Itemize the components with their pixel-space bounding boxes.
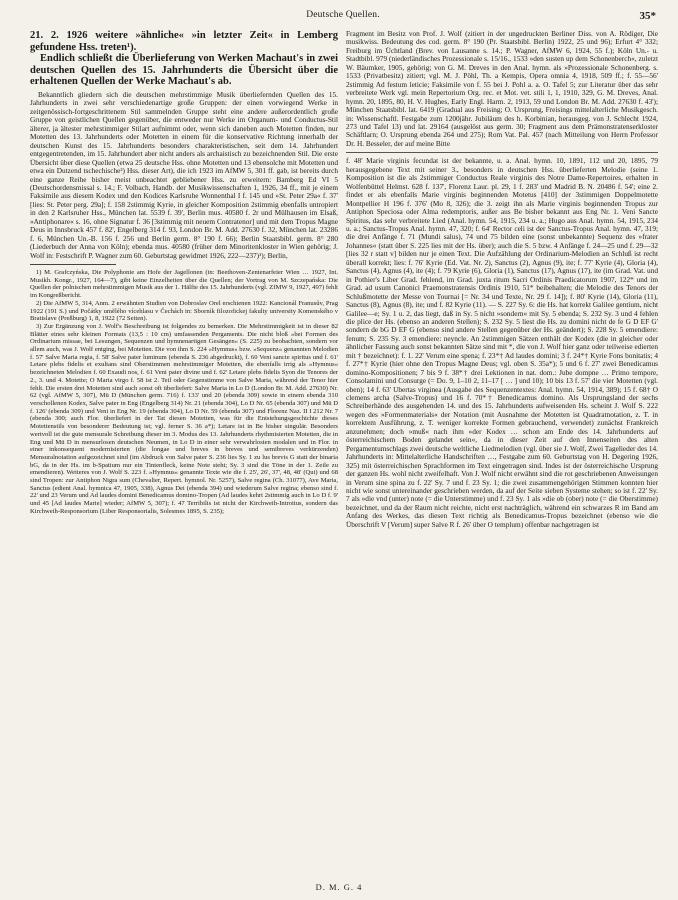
running-title: Deutsche Quellen.: [306, 10, 380, 20]
signature-mark: D. M. G. 4: [315, 882, 363, 892]
right-footnote-continuation: f. 48' Marie virginis fecundat ist der bekannte, u. a. Anal. hymn. 10, 1891, 112 und 20, 1895, 79 herausgegebene Text mit seiner 3., besonders in deutschen Hss. überlieferten Melodie (seine 1. Komposition ist die als 2stimmiger Conductus Reale virginis des Notre Dame-Repertoires, erhalten in Wolfenbüttel Helmst. 628 f. 137', Florenz Laur. pl. 29, 1 f. 283' und Madrid B. N. 20486 f. 54'; eine 2. findet er als ebenfalls Marie virginis beginnenden Motetus [410] der 3stimmigen Doppelmotette Montpellier H 196 f. 376' (Mo 8, 326); die 3. zeigt ihn als Marie virginis beginnenden Tropus zur Antiphon Speciosa oder Alma redemptoris, außer aus Be bisher bekannt aus Eng Nr. 1. Veni Sancte Spiritus, das sehr verbreitete Lied (Anal. hymn. 54, 1915, 234 u. a.; Hugo aus Anal. hymn. 54, 1915, 234 u. a.; Sanctus-Tropus Anal. hymn. 47, 320; f. 64' Rector celi ist der Sanctus-Tropus Anal. hymn. 47, 319; die drei Anfänge f. 71 (Mundi salus), 74 und 75 bilden eine (sonst unbekannte) Sequenz des »frater Johannes« (statt über S. 225 lies mit der Hs. über); auch die S. 5 bzw. 4 Anfänge f. 24—25 und f. 29—32 [lies 32 r statt v] bilden nur je einen Text. Die Aufzählung der Ordinarium-Melodien an Schluß ist recht überall korrekt; lies: f. 76' Kyrie (Ed. Vat. Nr. 2), Sanctus (2), Agnus (9), ite; f. 77' Kyrie (4), Gloria (4), Sanctus (4), Agnus (4), ite (4); f. 79 Kyrie (6), Gloria (1), Sanctus (17), Agnus (17), ite (im Grad. Vat. und in Pothier's Liber Grad. fehlend, im Grad. juxta ritum Sacri Ordinis Praedicatorum 1907, 122* und im Grad. ad usum Canonici Praemonstratensis Ordinis 1910, 51* beibehalten; die Melodie des Tenors der Schlußmotette der Messe von Tournai [= Nr. 34 und Texte, Nr. 29 f. 14]); f. 80' Kyrie (14), Gloria (11), Sanctus (8), Agnus (8), ite; und f. 82 Kyrie (11). — S. 227 Sy. 6: die Hs. hat korrekt Galilee gentium, nicht Galilee—e; Sy. 1 u. 2, das liegt, daß in Sy. 5 nicht »sondern« mit Sy. 5 ebenda; S. 232 Sy. 3 und 4 fehlen die plice der Hs. (ebenso an anderen Stellen); S. 232 Sy. 5 liest die Hs. zu domini nicht de fe G D EF G' sondern de bG D EF G (ebenso sind andere Stellen gegenüber der Hs. geändert); S. 228 Sy. 5 emendiere: fenum; S. 235 Sy. 3 emendiere: neyncle. An 2stimmigen Sätzen enthält der Kodex (die in gleicher oder ähnlicher Fassung auch sonst bekannten Sätze sind mit *, die von J. Wolf hier ganz oder teilweise edierten mit † bezeichnet): f. 1. 22' Verum eine spena; f. 23*† Ad laudes domini; 3 f. 24*† Kyrie Fons bonitatis; 4 f. 27*† Kyrie (hier ohne den Tropus Magne Deus; vgl. oben S. 35a*); 5 und 6 f. 27' zwei Benedicamus domino-Kompositionen; 7 bis 9 f. 38*† drei Lektionen in nat. dom.: Jube dompne … Primo tempore, Consolamini und Consurge (= Do. 9, 1–10 2, 11–17 [ … ] und 10); 10 bis 13 f. 57' die vier Motetten (vgl. oben); 14 f. 63' Ubertas virginea (Ausgabe des Sequenzentextes: Anal. hymn. 54, 1914, 389); 15 f. 68† O clemens archa (Salve-Tropus) und 16 f. 70*† Benedicamus domino. Als Ursprungsland der sechs Schreiberhände des ausgehenden 14. und des 15. Jahrhunderts aufweisenden Hs. scheint J. Wolf S. 222 wegen des »Formenmaterials« der Notation (mit Ausnahme der Motetten ist Quadratnotation, z. T. in korrektem Ausführung, z. T. weniger korrekte Formen gebrauchend, verwendet) zunächst Frankreich anzunehmen; doch »muß« nach ihm »der Kodex … schon am Ende des 14. Jahrhunderts auf österreichischem Boden gelandet sein«, da in dieser Zeit auf den Innenseiten des alten Pergamentumschlags zwei deutsche weltliche Liedmelodien (vgl. über sie J. Wolf, Zwei Tagelieder des 14. Jahrhunderts in: Mittelalterliche Handschriften …, Festgabe zum 60. Geburtstag von H. Degering 1926, 325) mit österreichischen Sprachformen im Text eingetragen sind. Indes ist der österreichische Ursprung der ganzen Hs. wohl nicht zweifelhaft. Von J. Wolf nicht erwähnt sind die rot geschriebenen Anweisungen in Verum sine spina zu f. 22' Sy. 7 und f. 23 Sy. 1; die zwei zusammengehörigen Stimmen konnten hier nicht wie sonst untereinander geschrieben werden, da auf der Seite sieben Systeme stehen; so ist f. 22' Sy. 7 als »die vnd (unter) note (= die Unterstimme) und f. 23 Sy. 1 als »die ob (ober) note (= die Oberstimme) bezeichnet, und da der Raum nicht reichte, nicht erst nachträglich, während ein schwarzes R im Band am Anfang des Werkes, das diesen Text richtig als Benedicamus-Tropus bezeichnet (ebenso wie die Überschrift V [Verum] super Salve R f. 26' über O templum) offenbar nachgetragen ist: [346, 156, 658, 529]
body-paragraph: Bekanntlich gliedern sich die deutschen mehrstimmige Musik überliefernden Quellen des 15. Jahrhunderts in zwei sehr verschiedenartige große Gruppen: der einen vorwiegend Werke in zeitgenössisch-fortgeschrittenem Stil sammelnden Gruppe steht eine andere außerordentlich große Gruppe von geistlichen Quellen gegenüber, die entweder nur Werke im Organum- und Conductus-Stil älterer, ja ältester mehrstimmiger Stilart aufnimmt oder, wenn sich daneben auch Motetten finden, nur Motetten des 13. Jahrhunderts oder Motetten in einem für die konservative Richtung innerhalb der deutschen Kunst des 15. Jahrhunderts besonders charakteristischen, seit dem 14. Jahrhundert entgegentretenden, im 15. Jahrhundert aber nicht anders als archaistisch zu bezeichnenden Stil. Die erste Übersicht über diese Quellen (etwa 25 deutsche Hss. ohne Motetten und 13 ebensolche mit Motetten und etwa ein Dutzend tschechische²) Hss. dieser Art), die ich 1923 im AfMW 5, 301 ff. gab, ist bereits durch eine ganze Reihe bisher meist unbeachtet gebliebener Hss. zu erweitern: Bamberg Ed VI 5 (Deutschordensmissal s. 14.; F. Volbach, Handb. der Musikwissenschaften 1, 1926, 34 ff., mit je einem Faksimile aus diesem Kodex und den Kodices Karlsruhe Wonnenthal I f. 145 und »St. Peter 29a« f. 37' [lies: St. Peter perg. 29a]; f. 158 2stimmig Kyrie, in gleicher Komposition 2stimmig ebenfalls untropiert in den 2 Karlsruher Hss., München lat. 5539 f. 39', Berlin mus. 40580 f. 2r und Mülhausen im Elsaß, »Antiphonare« s. 16, ohne Signatur f. 36 [3stimmig mit neuem Contratenor] und mit dem Tropus Magne Deus in Innsbruck 457 f. 82', Engelberg 314 f. 93, London Br. M. Add. 27630 f. 32, München lat. 23286 f. 6, München Un.-B. 156 f. 256 und Berlin germ. 8° 190 f. 66); Berlin Staatsbibl. germ. 8° 280 (Liederbuch der Anna von Köln); ebenda mus. 40580 (früher dem Minoritenkloster in Wien gehörig; J. Wolf in: Festschrift P. Wagner zum 60. Geburtstag gewidmet 1926, 222—237)¹); Berlin,: [30, 89, 338, 260]
running-header: [30, 10, 656, 26]
right-column: [346, 30, 658, 870]
column-separator-rule: [346, 152, 658, 153]
footnote-3: 3) Zur Ergänzung von J. Wolf's Beschreibung ist folgendes zu bemerken. Die Mehrstimmigkeit ist in dieser 82 Blätter eines sehr kleinen Formats (13,5 : 10 cm) umfassenden Pergaments. Die nicht bloß »bei Formen des Ordinarium missae, bei Lesungen, Sequenzen und hymnenartigen Gesängen« (S. 225) zu beobachten, sondern vor allem auch, was J. Wolf entging, bei Motetten. Die von ihm S. 224 »Hymnus« bzw. »Sequenz« genannten Melodien f. 57' Salve Maria regia, f. 58' Salve pater luminum (ebenda S. 236 abgedruckt), f. 60 Veni sancte spiritus und f. 61' Letare plebs fidelis et exultans sind Oberstimmen mehrstimmiger Motetten, die ebenfalls irrig als »Hymnus« bezeichneten Melodien f. 60 Exaudi nos, f. 61 Veni pater divine und f. 62' Letare plebs fidelis Syon die Tenores der 2., 3. und 4. Motette; O Maria virgo f. 58 ist 2. Teil oder Gegenstimme von Salve Maria, während der Tenor hier fehlt. Die ersten drei Motetten sind auch sonst oft überliefert: Salve Maria in Lo D (London Br. M. Add. 27630) Nr. 62 (vgl. AfMW 5, 307), Mü D (München germ. 716) f. 133' und 20 (ebenda 309) sowie in einem ebenda 310 verschollenen Kodex, Salve pater in Eng (Engelberg 314) Nr. 21 (ebenda 304), Lo D Nr. 65 (ebenda 307) und Mü D f. 126' (ebenda 309) und Veni in Eng Nr. 19 (ebenda 304), Lo D Nr. 59 (ebenda 307) und Florenz Naz. II I 212 Nr. 7 (ebenda 300; auch Flor. überliefert in der Tat diesen Motetten, was für die Entstehungsgeschichte dieses Motettenstils von besonderer Bedeutung ist; vgl. ferner S. 36 a*); Letare ist in Be bisher singulär. Besonders wertvoll ist die gute mensurale Schreibung dieser im 3. Modus des 13. Jahrhunderts rhythmisierten Motetten, die in Eng und Mü D in mensurlosen deutschen Neumen, in Lo D in einer sehr verwahrlosten modalen und in Flor. in einer inkonsequent modernisierten (die longae und breves in breves und semibreves verkürzenden) Mensuralnotation aufgezeichnet sind (im Abdruck von Salve pater S. 236 lies Sy. 1 zu lus brevis G statt der binaria bG, da in der Hs. im b-Spatium nur ein Tintenfleck, keine Note steht; Sy. 3 sind die Töne in der 1. Zeile zu emendieren). Weiteres von J. Wolf S. 223 f. »Hymnus« genannte Texte wie die f. 25', 26', 37', 48, 48' (Qui) und 68 sind Tropen: zur Antiphon Nigra sum (Chevalier, Repert. hymnol. Nr. 5257), Salve regina (Ch. 31077), Ave Maria, Sanctus (edient Anal. hymnica 47, 1905, 338), Agnus Dei (ebenda 394) und wiederum Salve regina; ebenso sind f. 22' und 23 Verum und Ad laudes domini Benedicamus domino-Tropen (Ad laudes kehrt 2stimmig auch in Lo D f. 9' und 45 [Ad laudes Marie] wieder; AfMW 5, 307); f. 47 Terribilis ist nicht der Kirchweih-Introitus, sondern das Kirchweih-Responsorium (Liber Responsorialis, Solesmes 1895, S. 235);: [30, 322, 338, 515]
right-body-top: Fragment im Besitz von Prof. J. Wolf (zitiert in der ungedruckten Berliner Diss. von A. Rödiger, Die musikwiss. Bedeutung des cod. germ. 8° 190 (Pr. Staatsbibl. Berlin) 1922, 25 und 96); Erfurt 4° 332; Freiburg im Üchtland (Brev. von Lausanne s. 14.; P. Wagner, AfMW 6, 1924, 55 f.); Köln Un.- u. Stadtbibl. 979 (niederländisches Prozessionale s. 15/16., 1533 »den susten up dem Schonenberch«, zuletzt W. Bäumker, 1905, gehörig; von G. M. Dreves in den Anal. hymn. als »Prozessionale Schonenberg. s. 1533 (Privatbesitz) zitiert; vgl. M. J. Pöhl, Th. a Kempis, Opera omnia 4, 1918, 509 ff.; f. 55—56' 2stimmig Ad festum leticie; Faksimile von f. 55 bei J. Pohl a. a. O. Tafel 5; zur Literatur über das sehr verbreitete Werk vgl. mein Repertorium Org. rec. et Mot. vet. stili 1, 1, 1910, 329, G. M. Dreves, Anal. hymn. 20, 1895, 80, H. V. Hughes, Early Engl. Harm. 2, 1913, 59 und London Br. M. Add. 27630 f. 43'); München Staatsbibl. lat. 6419 (Gradual aus Freising; O. Ursprung, Freisings mittelalterliche Musikgesch. in: Wissenschaftl. Festgabe zum 1200jähr. Jubiläum des h. Korbinian, herausgeg. von J. Schlecht 1924, 273 und Tafel 13) und lat. 29164 (ausgelöst aus germ. 30; Fragment aus dem Prämonstratenserkloster Schäftlarn; O. Ursprung ebenda 264 und 275); Rom Vat. Pal. 457 (nach Mitteilung von Herrn Professor Dr. H. Besseler, der auf meine Bitte: [346, 30, 658, 148]
left-column: [30, 30, 338, 870]
footnote-2: 2) Die AfMW 5, 314, Anm. 2 erwähnten Studien von Dobroslav Orel erschienen 1922: Kancionál Franusův, Prag 1922 (191 S.) und Počátky umělého vícehlasu v Čechách in: Sborník filozofickej fakulty university Komenského v Bratislave (Preßburg) 1, 8, 1922 (72 Seiten).: [30, 299, 338, 323]
page-number: 35*: [639, 10, 656, 22]
footnote-rule: [30, 264, 116, 265]
footnote-1: 1) M. Grafczyńska, Die Polyphonie am Hofe der Jagellonen (in: Beethoven-Zentenarfeier Wien … 1927, Int. Musikh. Kongr., 1927, 164—7), gibt keine Einzelheiten über die Quellen; der Vortrag von M. Szczepańska: Die Quellen der polnischen mehrstimmigen Musik aus der 1. Hälfte des 15. Jahrhunderts (vgl. ZfMW 9, 1927, 497) fehlt im Kongreßbericht.: [30, 269, 338, 300]
lead-paragraph-2: Endlich schließt die Überlieferung von Werken Machaut's in zwei deutschen Quellen des 15. Jahrhunderts die Übersicht über die erhaltenen Quellen der Werke Machaut's ab.: [30, 53, 338, 88]
lead-paragraph-1: 21. 2. 1926 weitere »ähnliche« »in letzter Zeit« in Lemberg gefundene Hss. treten¹).: [30, 30, 338, 53]
